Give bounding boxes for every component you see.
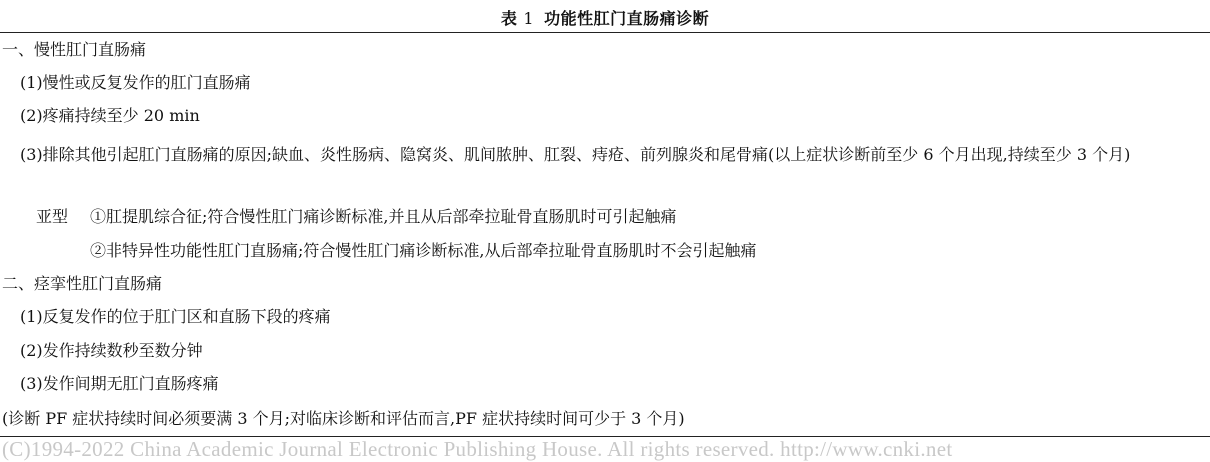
table-caption	[0, 6, 1210, 29]
table-title: 功能性肛门直肠痛诊断	[544, 9, 710, 28]
subtype-1: ①肛提肌综合征;符合慢性肛门痛诊断标准,并且从后部牵拉耻骨直肠肌时可引起触痛	[90, 207, 677, 226]
section-2-item-2: (2)发作持续数秒至数分钟	[20, 341, 203, 360]
section-2-item-1: (1)反复发作的位于肛门区和直肠下段的疼痛	[20, 307, 331, 326]
section-2-item-3: (3)发作间期无肛门直肠疼痛	[20, 374, 219, 393]
subtype-2: ②非特异性功能性肛门直肠痛;符合慢性肛门痛诊断标准,从后部牵拉耻骨直肠肌时不会引起触痛	[90, 241, 757, 260]
section-1-item-2: (2)疼痛持续至少 20 min	[20, 106, 200, 125]
top-rule	[0, 32, 1210, 33]
table-label: 表	[500, 9, 518, 28]
copyright-watermark: (C)1994-2022 China Academic Journal Electronic Publishing House. All rights reserved. http://www.cnki.net	[2, 437, 953, 461]
section-1-heading: 一、慢性肛门直肠痛	[2, 40, 147, 59]
subtype-label: 亚型	[36, 207, 69, 226]
table-number: 1	[523, 9, 535, 28]
footnote: (诊断 PF 症状持续时间必须要满 3 个月;对临床诊断和评估而言,PF 症状持续时间可少于 3 个月)	[2, 409, 685, 428]
section-1-item-3: (3)排除其他引起肛门直肠痛的原因;缺血、炎性肠病、隐窝炎、肌间脓肿、肛裂、痔疮、前列腺炎和尾骨痛(以上症状诊断前至少 6 个月出现,持续至少 3 个月)	[20, 145, 1131, 164]
section-1-item-1: (1)慢性或反复发作的肛门直肠痛	[20, 73, 251, 92]
section-2-heading: 二、痉挛性肛门直肠痛	[2, 274, 163, 293]
